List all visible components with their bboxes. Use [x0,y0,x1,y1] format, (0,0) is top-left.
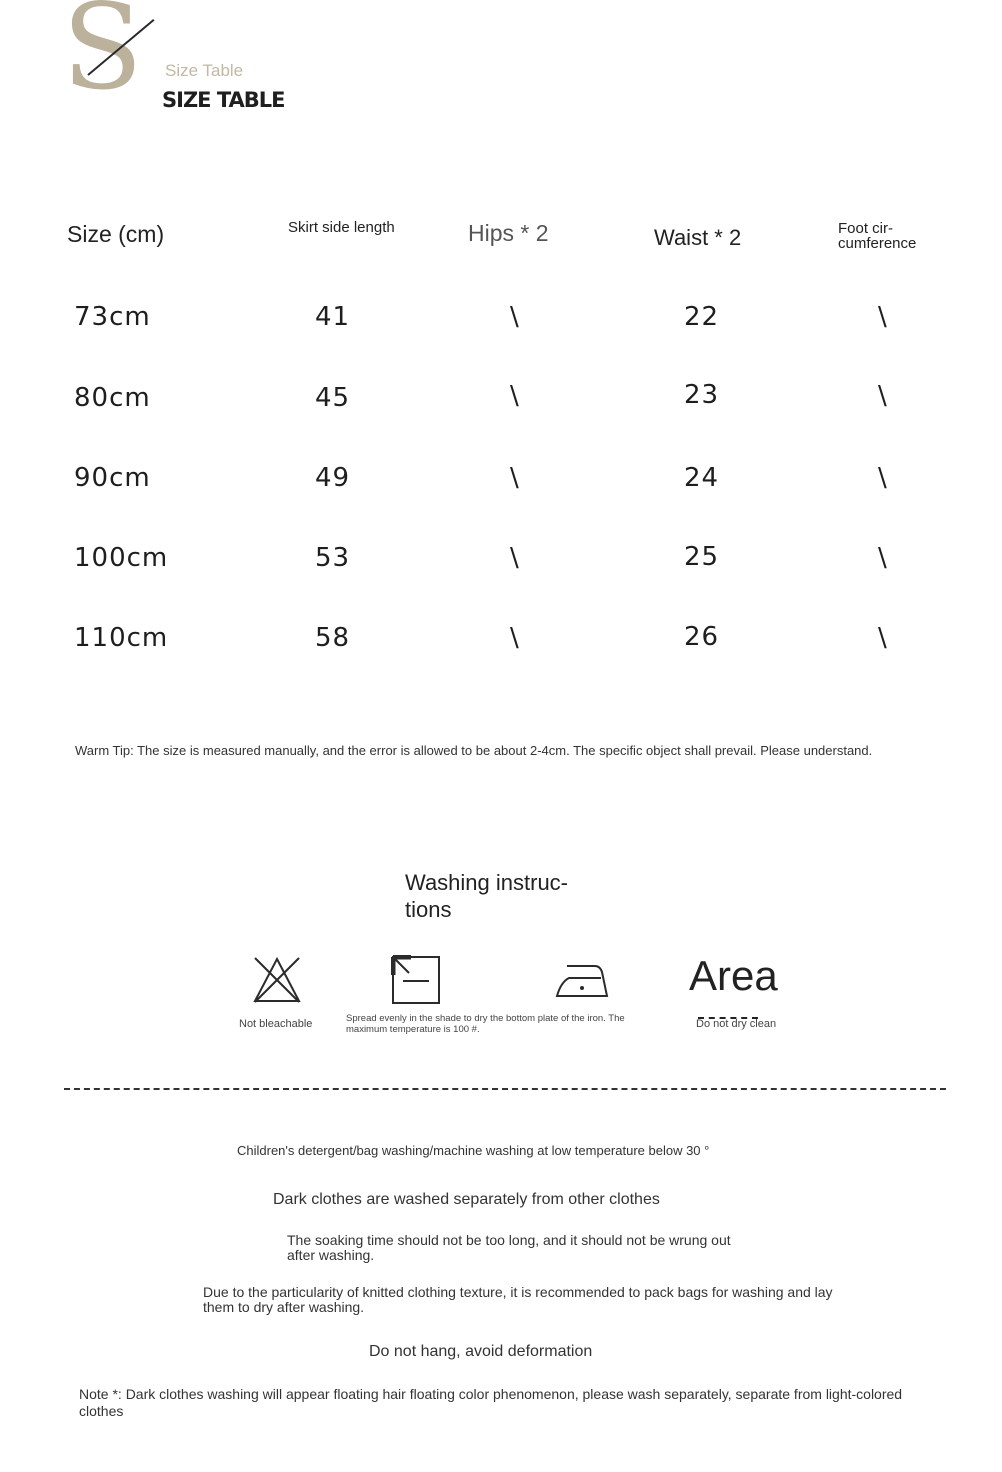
header-hips: Hips * 2 [468,220,549,246]
dry-in-shade-icon [391,955,441,1005]
header-foot-circumference: Foot cir-cumference [838,220,917,252]
size-table-subtitle: Size Table [165,61,244,80]
table-cell-foot: \ [878,543,888,573]
table-cell-hips: \ [510,463,520,493]
dry-in-shade-caption: Spread evenly in the shade to dry the bottom plate of the iron. The maximum temperature is 100 #. [346,1013,625,1035]
header-size: Size (cm) [67,221,165,247]
table-cell-hips: \ [510,381,520,411]
warm-tip-text: Warm Tip: The size is measured manually, and the error is allowed to be about 2-4cm. The specific object shall prevail. Please understand. [75,743,873,758]
table-cell-waist: 26 [684,622,720,652]
no-dry-clean-icon: Area [689,952,778,999]
table-cell-size: 80cm [74,383,151,413]
no-bleach-icon [252,955,302,1005]
table-cell-waist: 24 [684,463,720,493]
table-cell-skirt-length: 45 [315,383,351,413]
table-cell-foot: \ [878,302,888,332]
table-cell-size: 90cm [74,463,151,493]
size-table-logo-letter: S [62,0,143,116]
dashed-divider [64,1088,946,1090]
header-skirt-side-length: Skirt side length [288,219,395,236]
iron-low-heat-icon [555,960,609,1000]
table-cell-waist: 23 [684,380,720,410]
table-cell-skirt-length: 58 [315,623,351,653]
header-waist: Waist * 2 [654,225,742,250]
table-cell-skirt-length: 41 [315,302,351,332]
table-cell-hips: \ [510,623,520,653]
table-cell-foot: \ [878,381,888,411]
table-cell-size: 100cm [74,543,169,573]
table-cell-size: 110cm [74,623,169,653]
not-bleachable-caption: Not bleachable [239,1018,313,1030]
care-note-do-not-hang: Do not hang, avoid deformation [369,1343,593,1360]
table-cell-skirt-length: 49 [315,463,351,493]
table-cell-foot: \ [878,463,888,493]
table-cell-foot: \ [878,623,888,653]
table-cell-skirt-length: 53 [315,543,351,573]
table-cell-hips: \ [510,302,520,332]
size-table-heading: SIZE TABLE [162,88,285,112]
do-not-dry-clean-caption: Do not dry clean [696,1018,777,1030]
table-cell-waist: 25 [684,542,720,572]
table-cell-waist: 22 [684,302,720,332]
care-note-dark-wash-note: Note *: Dark clothes washing will appear floating hair floating color phenomenon, please wash separately, separate from light-colored clothes [79,1386,903,1419]
table-cell-hips: \ [510,543,520,573]
table-cell-size: 73cm [74,302,151,332]
washing-instructions-title: Washing instruc-tions [405,870,569,922]
care-note-knitted: Due to the particularity of knitted clothing texture, it is recommended to pack bags for washing and lay them to dry after washing. [203,1284,833,1315]
care-note-dark-clothes: Dark clothes are washed separately from other clothes [273,1191,660,1208]
care-note-soaking: The soaking time should not be too long, and it should not be wrung out after washing. [287,1232,731,1263]
care-note-detergent: Children's detergent/bag washing/machine washing at low temperature below 30 ° [237,1143,710,1158]
